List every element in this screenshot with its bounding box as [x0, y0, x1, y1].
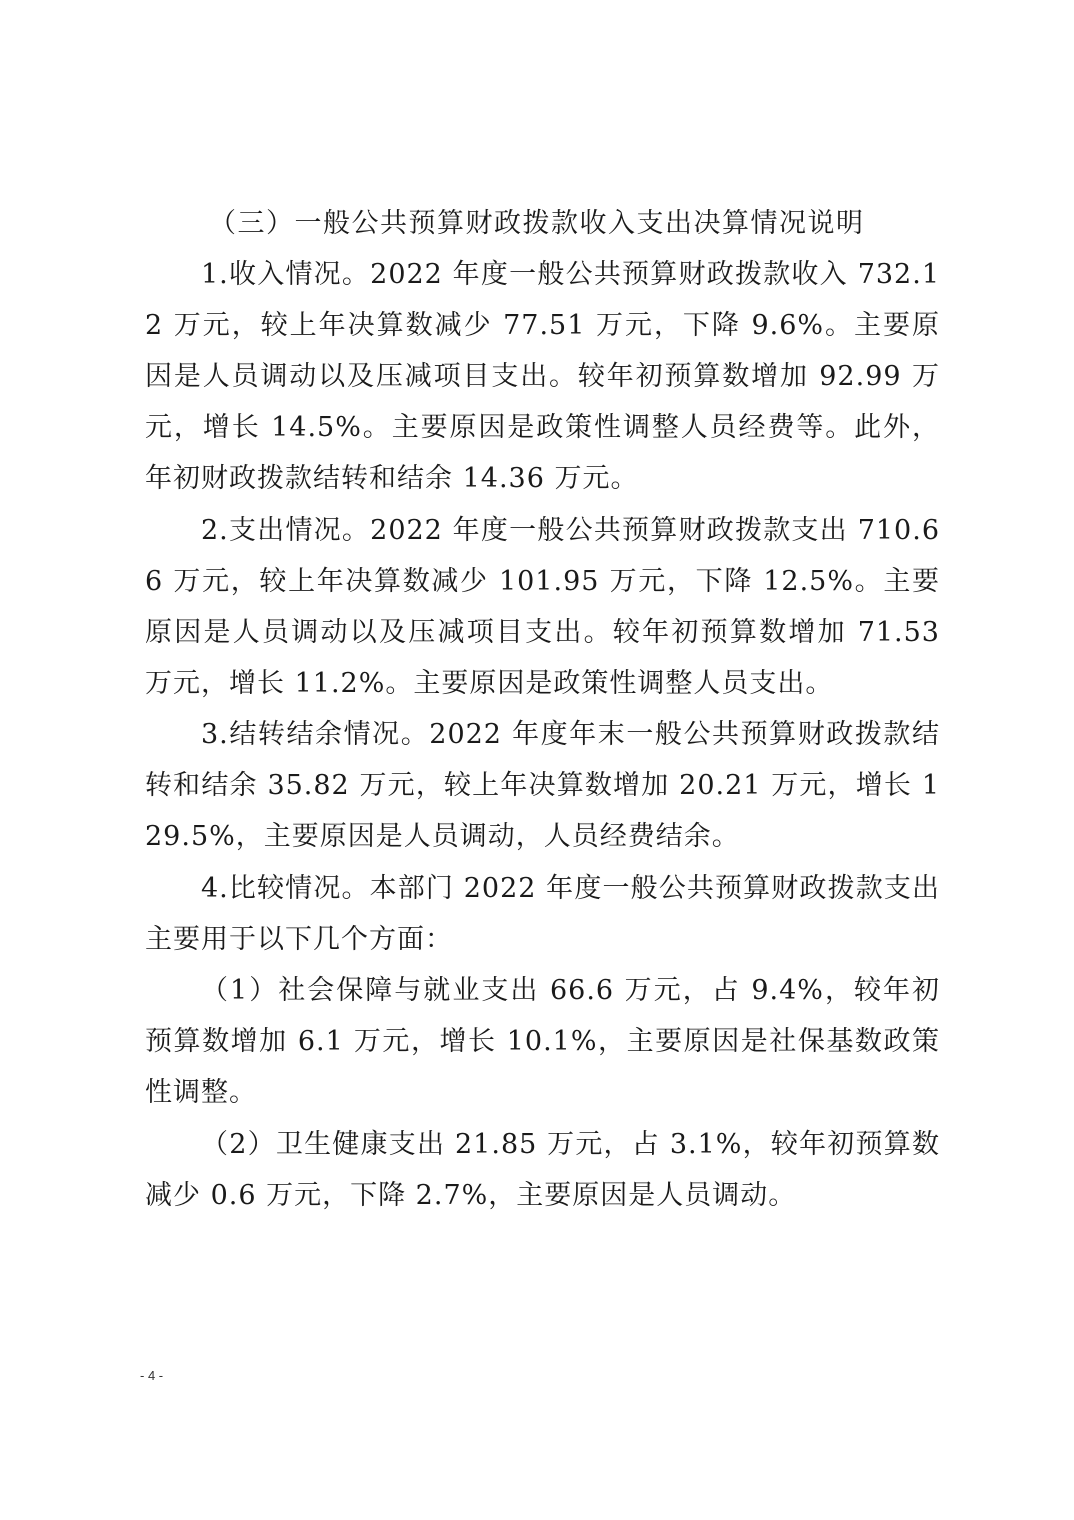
section-heading: （三）一般公共预算财政拨款收入支出决算情况说明: [209, 208, 865, 239]
paragraph-carryover: 3.结转结余情况。2022 年度年末一般公共预算财政拨款结转和结余 35.82 万元，较上年决算数增加 20.21 万元，增长 129.5%，主要原因是人员调动，人员经费结余。: [145, 719, 940, 852]
paragraph-comparison: 4.比较情况。本部门 2022 年度一般公共预算财政拨款支出主要用于以下几个方面：: [145, 872, 940, 955]
page-number: - 4 -: [140, 1368, 164, 1383]
paragraph-health: （2）卫生健康支出 21.85 万元，占 3.1%，较年初预算数减少 0.6 万元，下降 2.7%，主要原因是人员调动。: [145, 1128, 940, 1211]
paragraph-social-security: （1）社会保障与就业支出 66.6 万元，占 9.4%，较年初预算数增加 6.1 万元，增长 10.1%，主要原因是社保基数政策性调整。: [145, 975, 940, 1108]
paragraph-expenditure: 2.支出情况。2022 年度一般公共预算财政拨款支出 710.66 万元，较上年决算数减少 101.95 万元，下降 12.5%。主要原因是人员调动以及压减项目支出。较年初预算数增加 71.53 万元，增长 11.2%。主要原因是政策性调整人员支出。: [145, 514, 940, 699]
paragraph-income: 1.收入情况。2022 年度一般公共预算财政拨款收入 732.12 万元，较上年决算数减少 77.51 万元，下降 9.6%。主要原因是人员调动以及压减项目支出。较年初预算数增加 92.99 万元，增长 14.5%。主要原因是政策性调整人员经费等。此外，年初财政拨款结转和结余 14.36 万元。: [145, 259, 940, 494]
document-body: [145, 198, 940, 1221]
